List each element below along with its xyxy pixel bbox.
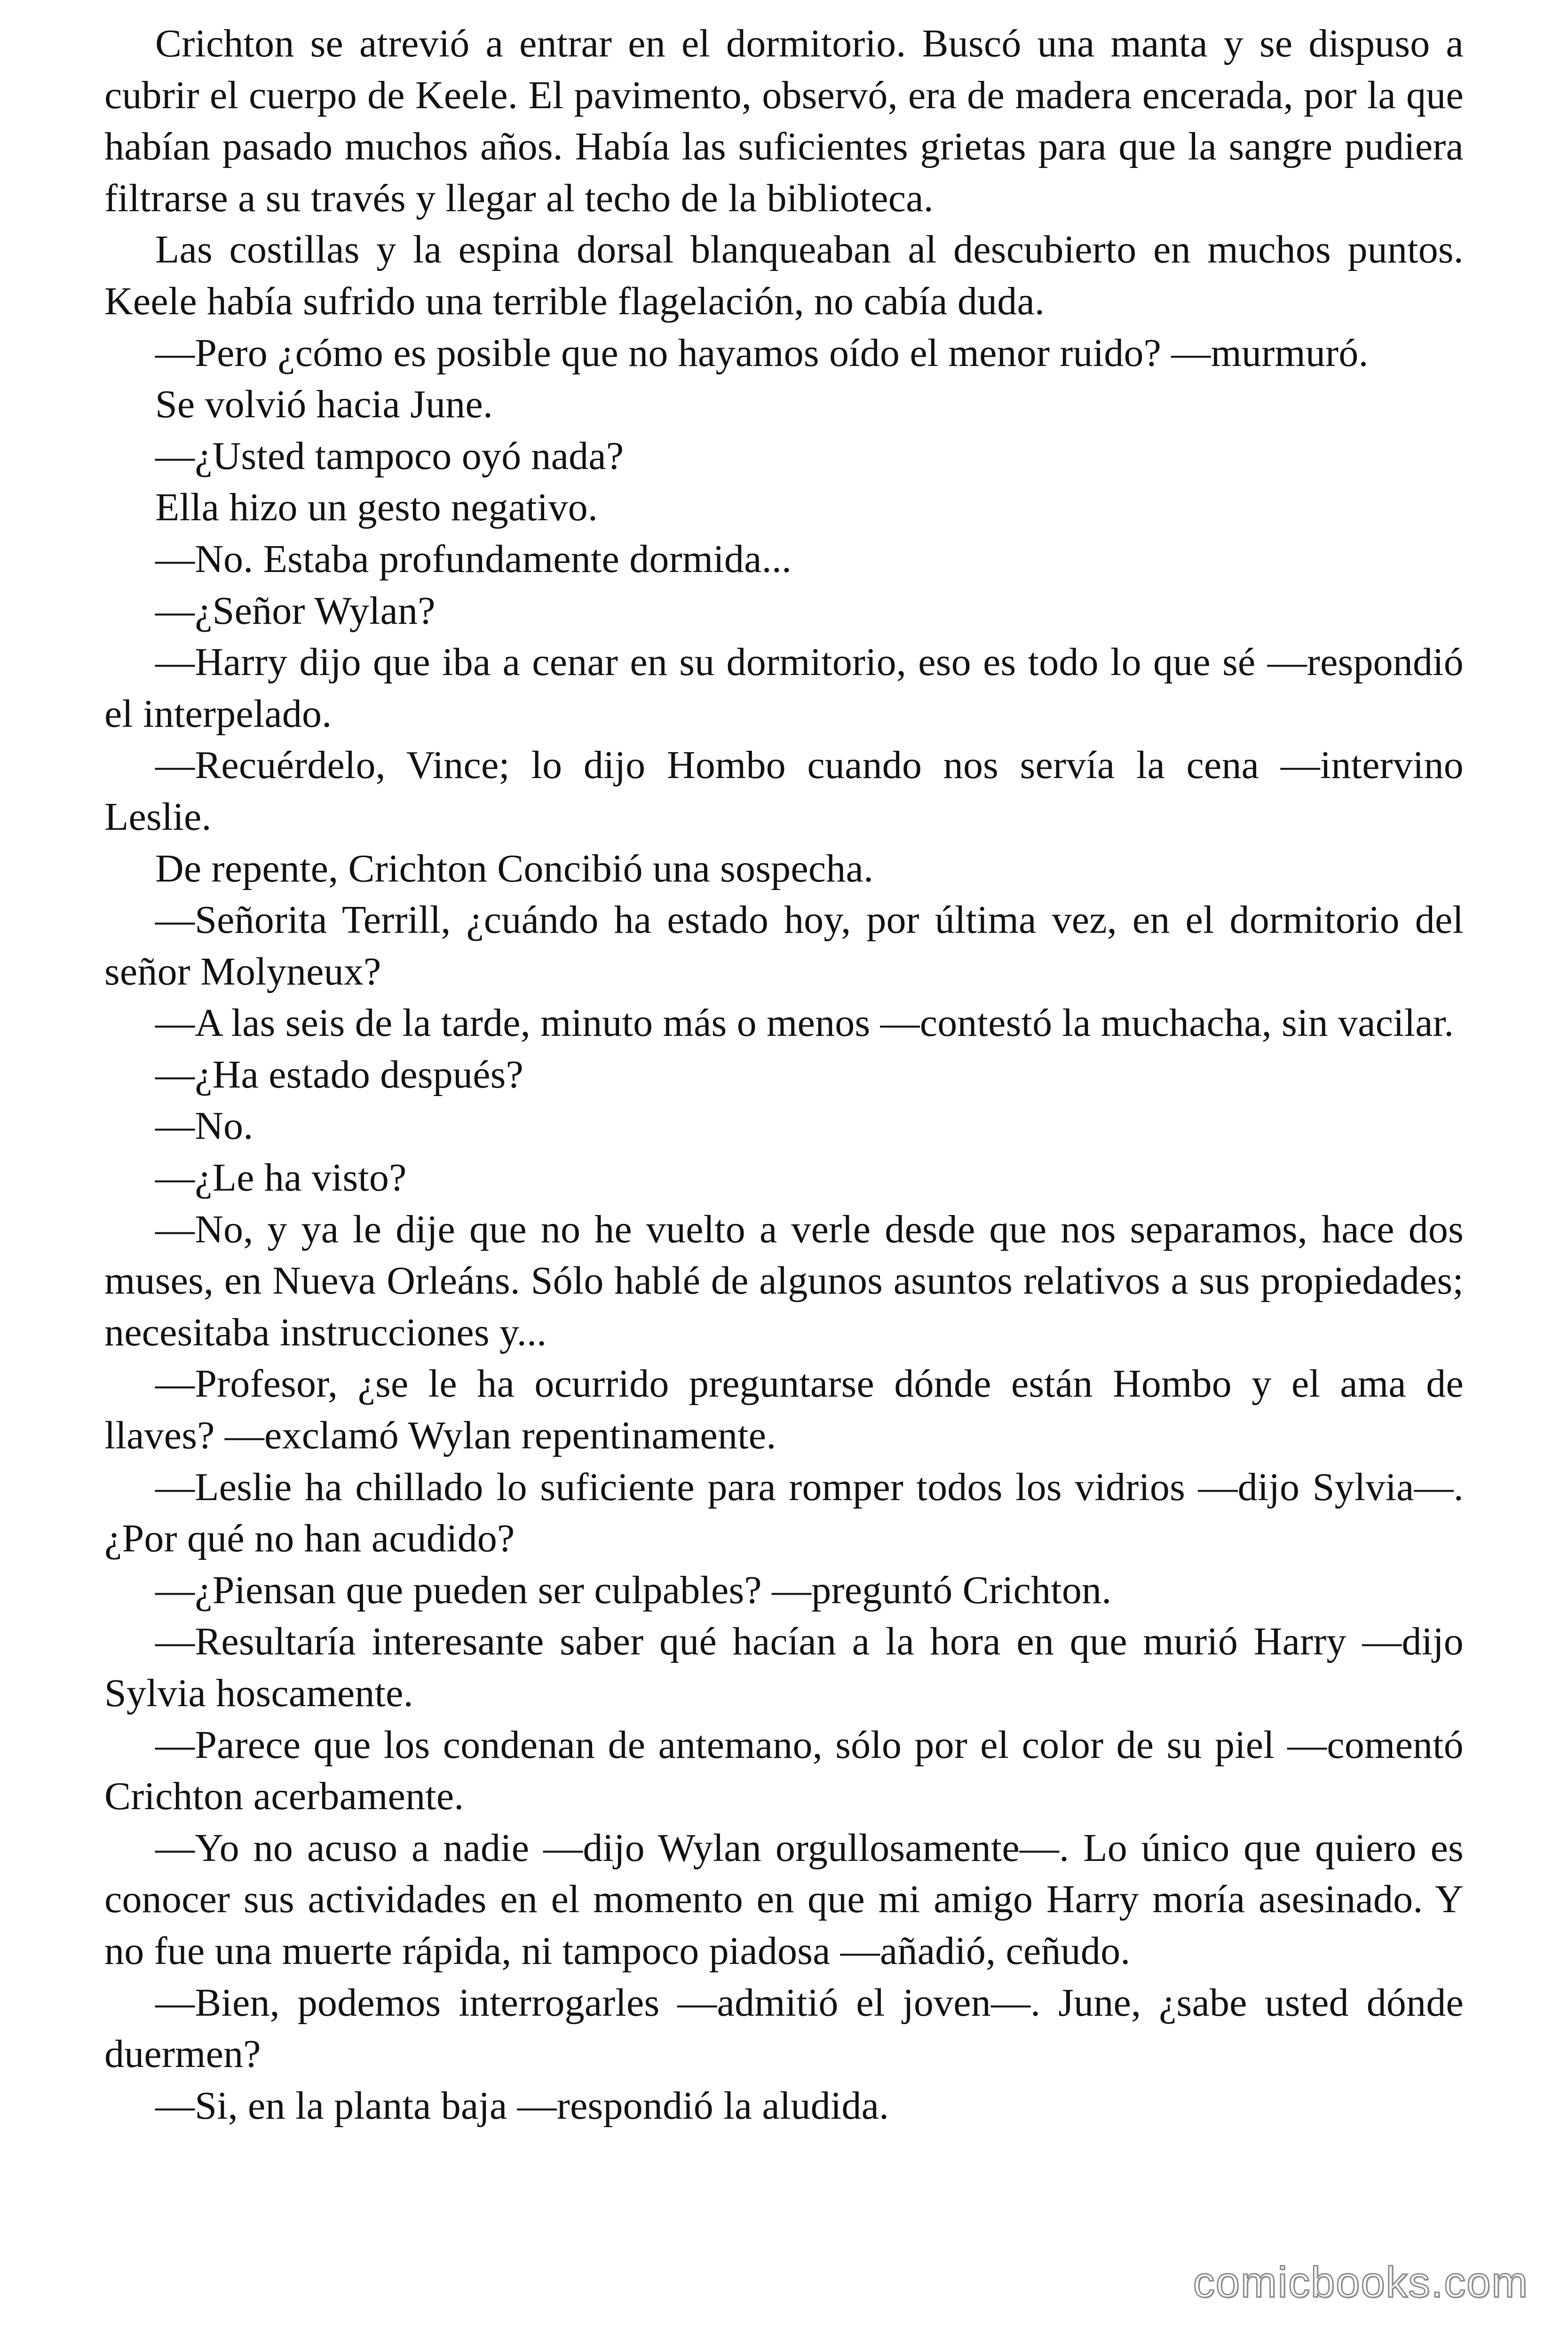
paragraph: —No. — [155, 1104, 253, 1148]
paragraph: —¿Piensan que pueden ser culpables? —preguntó Crichton. — [155, 1568, 1112, 1612]
paragraph: —Parece que los condenan de antemano, sólo por el color de su piel —comentó Crichton acerbamente. — [104, 1723, 1464, 1819]
paragraph: De repente, Crichton Concibió una sospecha. — [155, 846, 874, 890]
paragraph: —Si, en la planta baja —respondió la aludida. — [155, 2083, 889, 2128]
paragraph: —Pero ¿cómo es posible que no hayamos oído el menor ruido? —murmuró. — [155, 331, 1369, 375]
paragraph: —Profesor, ¿se le ha ocurrido preguntarse dónde están Hombo y el ama de llaves? —exclamó Wylan repentinamente. — [104, 1362, 1464, 1458]
book-page-text — [104, 18, 1464, 2131]
paragraph: —No, y ya le dije que no he vuelto a verle desde que nos separamos, hace dos muses, en Nueva Orleáns. Sólo hablé de algunos asuntos relativos a sus propiedades; necesitaba instrucciones y... — [104, 1207, 1464, 1354]
paragraph: —Señorita Terrill, ¿cuándo ha estado hoy, por última vez, en el dormitorio del señor Molyneux? — [104, 898, 1464, 993]
paragraph: Crichton se atrevió a entrar en el dormitorio. Buscó una manta y se dispuso a cubrir el cuerpo de Keele. El pavimento, observó, era de madera encerada, por la que habían pasado muchos años. Había las suficientes grietas para que la sangre pudiera filtrarse a su través y llegar al techo de la biblioteca. — [104, 22, 1464, 220]
site-watermark: comicbooks.com — [1193, 2258, 1528, 2306]
paragraph: —Resultaría interesante saber qué hacían a la hora en que murió Harry —dijo Sylvia hoscamente. — [104, 1620, 1464, 1715]
paragraph: —¿Señor Wylan? — [155, 588, 436, 633]
paragraph: Se volvió hacia June. — [155, 382, 493, 427]
paragraph: —No. Estaba profundamente dormida... — [155, 537, 792, 581]
paragraph: —Recuérdelo, Vince; lo dijo Hombo cuando nos servía la cena —intervino Leslie. — [104, 743, 1464, 839]
paragraph: —¿Le ha visto? — [155, 1156, 407, 1200]
paragraph: —¿Usted tampoco oyó nada? — [155, 434, 624, 478]
paragraph: —Yo no acuso a nadie —dijo Wylan orgullosamente—. Lo único que quiero es conocer sus actividades en el momento en que mi amigo Harry moría asesinado. Y no fue una muerte rápida, ni tampoco piadosa —añadió, ceñudo. — [104, 1826, 1464, 1973]
paragraph: Las costillas y la espina dorsal blanqueaban al descubierto en muchos puntos. Keele había sufrido una terrible flagelación, no cabía duda. — [104, 228, 1464, 323]
paragraph: —Bien, podemos interrogarles —admitió el joven—. June, ¿sabe usted dónde duermen? — [104, 1980, 1464, 2076]
paragraph: —Harry dijo que iba a cenar en su dormitorio, eso es todo lo que sé —respondió el interpelado. — [104, 640, 1464, 736]
paragraph: —A las seis de la tarde, minuto más o menos —contestó la muchacha, sin vacilar. — [155, 1001, 1454, 1045]
paragraph: —Leslie ha chillado lo suficiente para romper todos los vidrios —dijo Sylvia—. ¿Por qué no han acudido? — [104, 1465, 1464, 1561]
paragraph: Ella hizo un gesto negativo. — [155, 485, 598, 530]
paragraph: —¿Ha estado después? — [155, 1052, 524, 1097]
